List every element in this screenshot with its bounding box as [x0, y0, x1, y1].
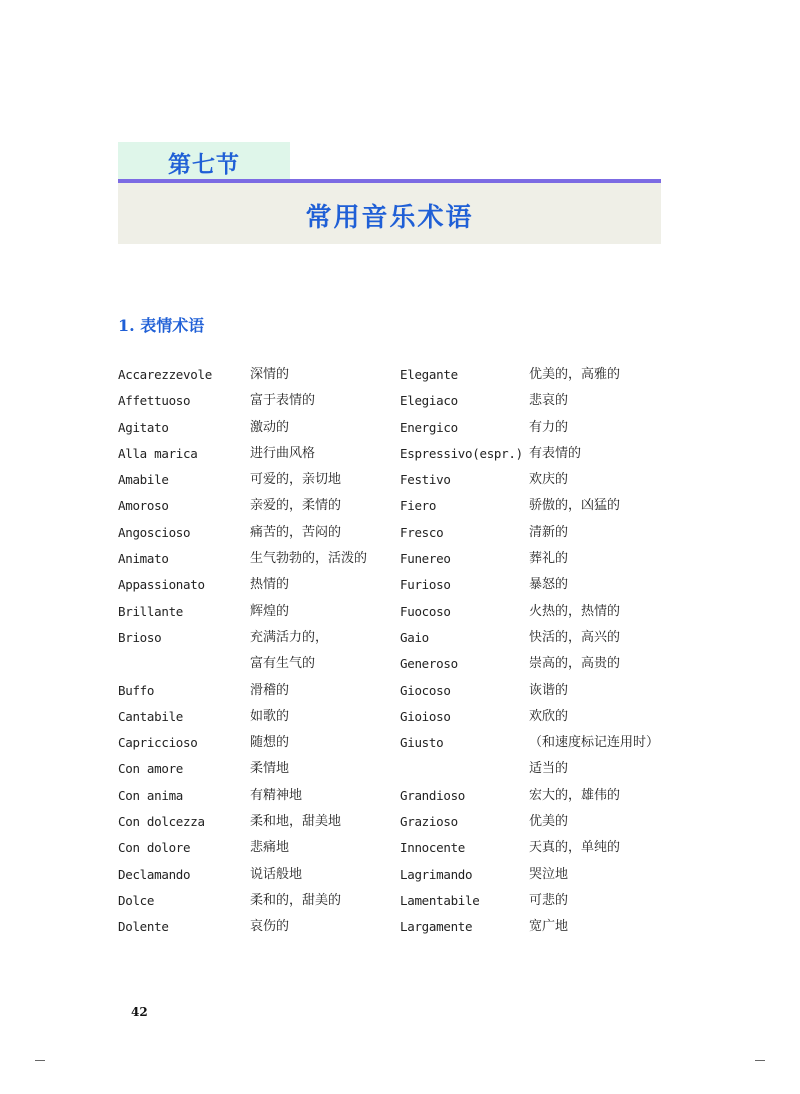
italian-term: Con dolore [118, 840, 191, 856]
chinese-meaning: 优美的，高雅的 [529, 367, 621, 382]
term-row [118, 625, 678, 651]
term-row [118, 809, 678, 835]
chinese-meaning: 欢庆的 [529, 472, 569, 488]
term-row [118, 888, 678, 914]
term-row [118, 914, 678, 940]
term-row [118, 862, 678, 888]
italian-term: Accarezzevole [118, 367, 212, 382]
italian-term: Angoscioso [118, 524, 191, 540]
italian-term: Festivo [400, 472, 451, 488]
chinese-meaning: 柔和的，甜美的 [250, 892, 342, 908]
chinese-meaning: 优美的 [529, 814, 569, 830]
chinese-meaning: 葬礼的 [529, 551, 569, 567]
italian-term: Furioso [400, 577, 451, 593]
chinese-meaning: 富于表情的 [250, 393, 316, 409]
italian-term: Innocente [400, 840, 466, 856]
chinese-meaning: 如歌的 [250, 708, 290, 724]
chinese-meaning: 欢欣的 [529, 708, 569, 724]
term-row [118, 546, 678, 572]
term-row [118, 415, 678, 441]
chinese-meaning: 哭泣地 [529, 866, 569, 882]
term-row [118, 572, 678, 598]
italian-term: Funereo [400, 551, 451, 567]
chinese-meaning: 悲痛地 [250, 840, 290, 856]
term-row [118, 835, 678, 861]
italian-term: Grandioso [400, 787, 466, 803]
italian-term: Giocoso [400, 682, 451, 698]
chinese-meaning: 诙谐的 [529, 682, 569, 698]
chinese-meaning: 柔和地，甜美地 [250, 814, 342, 830]
italian-term: Gioioso [400, 708, 451, 724]
crop-mark-left [35, 1060, 45, 1061]
term-row [118, 651, 678, 677]
chinese-meaning: 生气勃勃的，活泼的 [250, 551, 368, 567]
italian-term: Dolente [118, 919, 169, 935]
chinese-meaning: 热情的 [250, 577, 290, 593]
chinese-meaning: 悲哀的 [529, 393, 569, 409]
italian-term: Amabile [118, 472, 169, 488]
italian-term: Brioso [118, 629, 162, 645]
italian-term: Elegante [400, 367, 458, 382]
chinese-meaning: 有表情的 [529, 445, 582, 461]
chinese-meaning: 激动的 [250, 419, 290, 435]
italian-term: Animato [118, 551, 169, 567]
italian-term: Dolce [118, 892, 155, 908]
crop-mark-right [755, 1060, 765, 1061]
term-row [118, 756, 678, 782]
term-row [118, 441, 678, 467]
chinese-meaning: 辉煌的 [250, 603, 290, 619]
term-row [118, 467, 678, 493]
chinese-meaning: 崇高的，高贵的 [529, 656, 621, 672]
chinese-meaning: 适当的 [529, 761, 569, 777]
term-row [118, 730, 678, 756]
chinese-meaning: 火热的，热情的 [529, 603, 621, 619]
italian-term: Lagrimando [400, 866, 473, 882]
italian-term [118, 651, 250, 677]
chinese-meaning: （和速度标记连用时） [529, 735, 660, 751]
italian-term: Amoroso [118, 498, 169, 514]
italian-term [400, 756, 529, 782]
italian-term: Brillante [118, 603, 184, 619]
italian-term: Cantabile [118, 708, 184, 724]
chinese-meaning: 可爱的，亲切地 [250, 472, 342, 488]
italian-term: Affettuoso [118, 393, 191, 409]
chinese-meaning: 暴怒的 [529, 577, 569, 593]
italian-term: Elegiaco [400, 393, 458, 409]
chinese-meaning: 有精神地 [250, 787, 303, 803]
chinese-meaning: 随想的 [250, 735, 290, 751]
term-row [118, 388, 678, 414]
italian-term: Generoso [400, 656, 458, 672]
italian-term: Lamentabile [400, 892, 480, 908]
chinese-meaning: 天真的，单纯的 [529, 840, 621, 856]
section-number: 第七节 [168, 152, 240, 178]
italian-term: Largamente [400, 919, 473, 935]
italian-term: Giusto [400, 735, 444, 751]
chinese-meaning: 富有生气的 [250, 656, 316, 672]
italian-term: Appassionato [118, 577, 205, 593]
italian-term: Gaio [400, 629, 429, 645]
chinese-meaning: 亲爱的，柔情的 [250, 498, 342, 514]
chinese-meaning: 宽广地 [529, 919, 569, 935]
italian-term: Alla marica [118, 445, 198, 461]
chinese-meaning: 清新的 [529, 524, 569, 540]
section-number-tab [118, 142, 290, 180]
italian-term: Grazioso [400, 814, 458, 830]
term-row [118, 520, 678, 546]
italian-term: Capriccioso [118, 735, 198, 751]
italian-term: Fuocoso [400, 603, 451, 619]
term-row [118, 362, 678, 388]
chinese-meaning: 进行曲风格 [250, 445, 316, 461]
term-row [118, 783, 678, 809]
subsection-heading: 1. 表情术语 [118, 316, 205, 335]
chinese-meaning: 骄傲的，凶猛的 [529, 498, 621, 514]
chinese-meaning: 有力的 [529, 419, 569, 435]
italian-term: Con dolcezza [118, 814, 205, 830]
italian-term: Con amore [118, 761, 184, 777]
chinese-meaning: 滑稽的 [250, 682, 290, 698]
chinese-meaning: 快活的，高兴的 [529, 629, 621, 645]
chinese-meaning: 痛苦的，苦闷的 [250, 524, 342, 540]
page-number: 42 [131, 1005, 148, 1019]
term-row [118, 493, 678, 519]
term-row [118, 599, 678, 625]
italian-term: Con anima [118, 787, 184, 803]
chinese-meaning: 哀伤的 [250, 919, 290, 935]
chinese-meaning: 说话般地 [250, 866, 303, 882]
chinese-meaning: 柔情地 [250, 761, 290, 777]
terms-table [118, 362, 678, 941]
term-row [118, 678, 678, 704]
italian-term: Fiero [400, 498, 437, 514]
chinese-meaning: 深情的 [250, 367, 290, 382]
italian-term: Agitato [118, 419, 169, 435]
section-title: 常用音乐术语 [305, 203, 474, 233]
italian-term: Declamando [118, 866, 191, 882]
section-title-band [118, 183, 661, 244]
italian-term: Energico [400, 419, 458, 435]
italian-term: Espressivo(espr.) [400, 445, 523, 461]
chinese-meaning: 宏大的，雄伟的 [529, 787, 621, 803]
term-row [118, 704, 678, 730]
chinese-meaning: 充满活力的， [250, 629, 329, 645]
italian-term: Fresco [400, 524, 444, 540]
chinese-meaning: 可悲的 [529, 892, 569, 908]
italian-term: Buffo [118, 682, 155, 698]
